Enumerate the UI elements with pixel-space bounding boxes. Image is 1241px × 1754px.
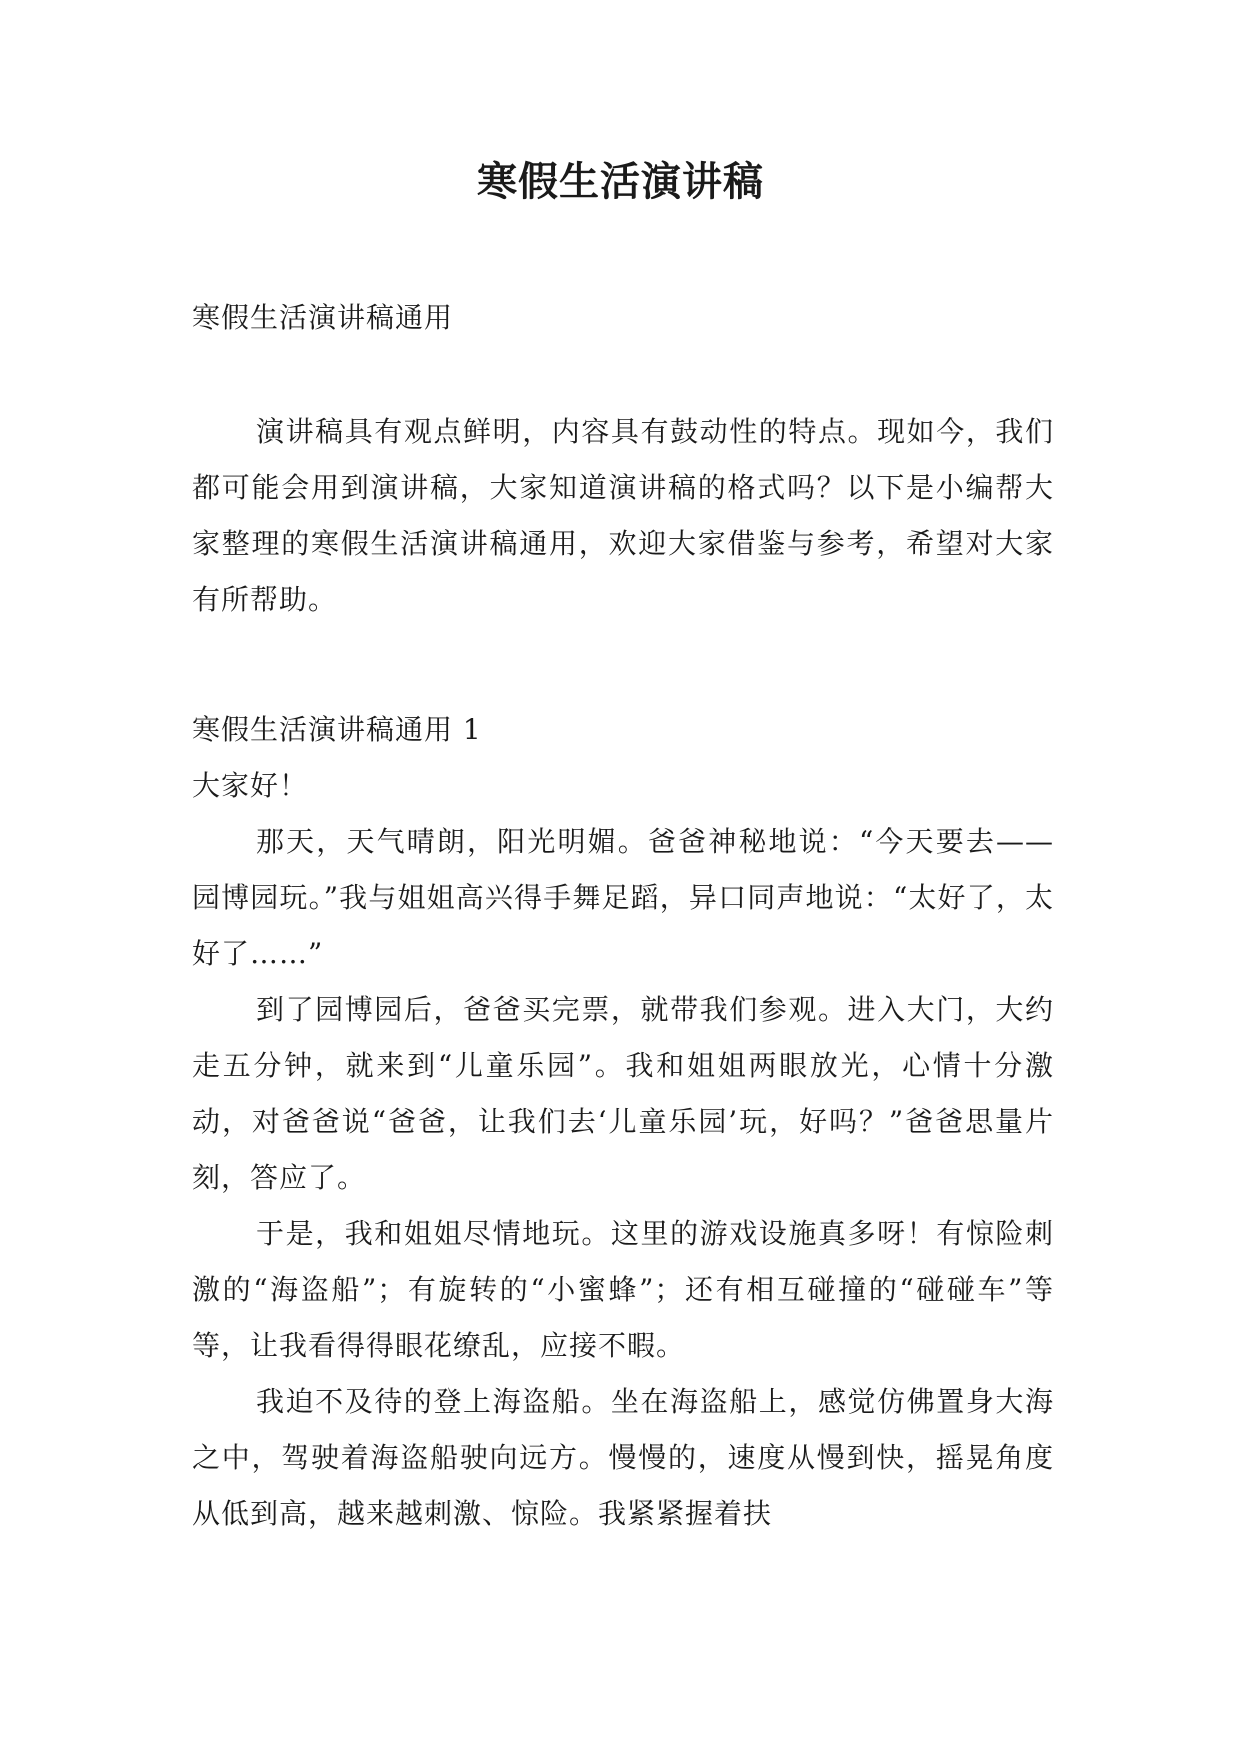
- body-text: [192, 814, 1054, 1542]
- body-paragraph: 那天，天气晴朗，阳光明媚。爸爸神秘地说：“今天要去——园博园玩。”我与姐姐高兴得手舞足蹈，异口同声地说：“太好了，太好了……”: [192, 825, 1054, 970]
- intro-paragraph: 演讲稿具有观点鲜明，内容具有鼓动性的特点。现如今，我们都可能会用到演讲稿，大家知道演讲稿的格式吗？以下是小编帮大家整理的寒假生活演讲稿通用，欢迎大家借鉴与参考，希望对大家有所帮助。: [192, 415, 1054, 616]
- body-paragraph: 到了园博园后，爸爸买完票，就带我们参观。进入大门，大约走五分钟，就来到“儿童乐园”。我和姐姐两眼放光，心情十分激动，对爸爸说“爸爸，让我们去‘儿童乐园’玩，好吗？”爸爸思量片刻，答应了。: [192, 993, 1054, 1194]
- section-title: 寒假生活演讲稿通用 1: [192, 713, 482, 746]
- body-paragraph: 我迫不及待的登上海盗船。坐在海盗船上，感觉仿佛置身大海之中，驾驶着海盗船驶向远方。慢慢的，速度从慢到快，摇晃角度从低到高，越来越刺激、惊险。我紧紧握着扶: [192, 1385, 1054, 1530]
- document-title: 寒假生活演讲稿: [477, 158, 764, 205]
- document-subtitle: 寒假生活演讲稿通用: [192, 301, 454, 334]
- greeting-line: 大家好！: [192, 769, 309, 802]
- body-paragraph: 于是，我和姐姐尽情地玩。这里的游戏设施真多呀！有惊险刺激的“海盗船”；有旋转的“小蜜蜂”；还有相互碰撞的“碰碰车”等等，让我看得得眼花缭乱，应接不暇。: [192, 1217, 1054, 1362]
